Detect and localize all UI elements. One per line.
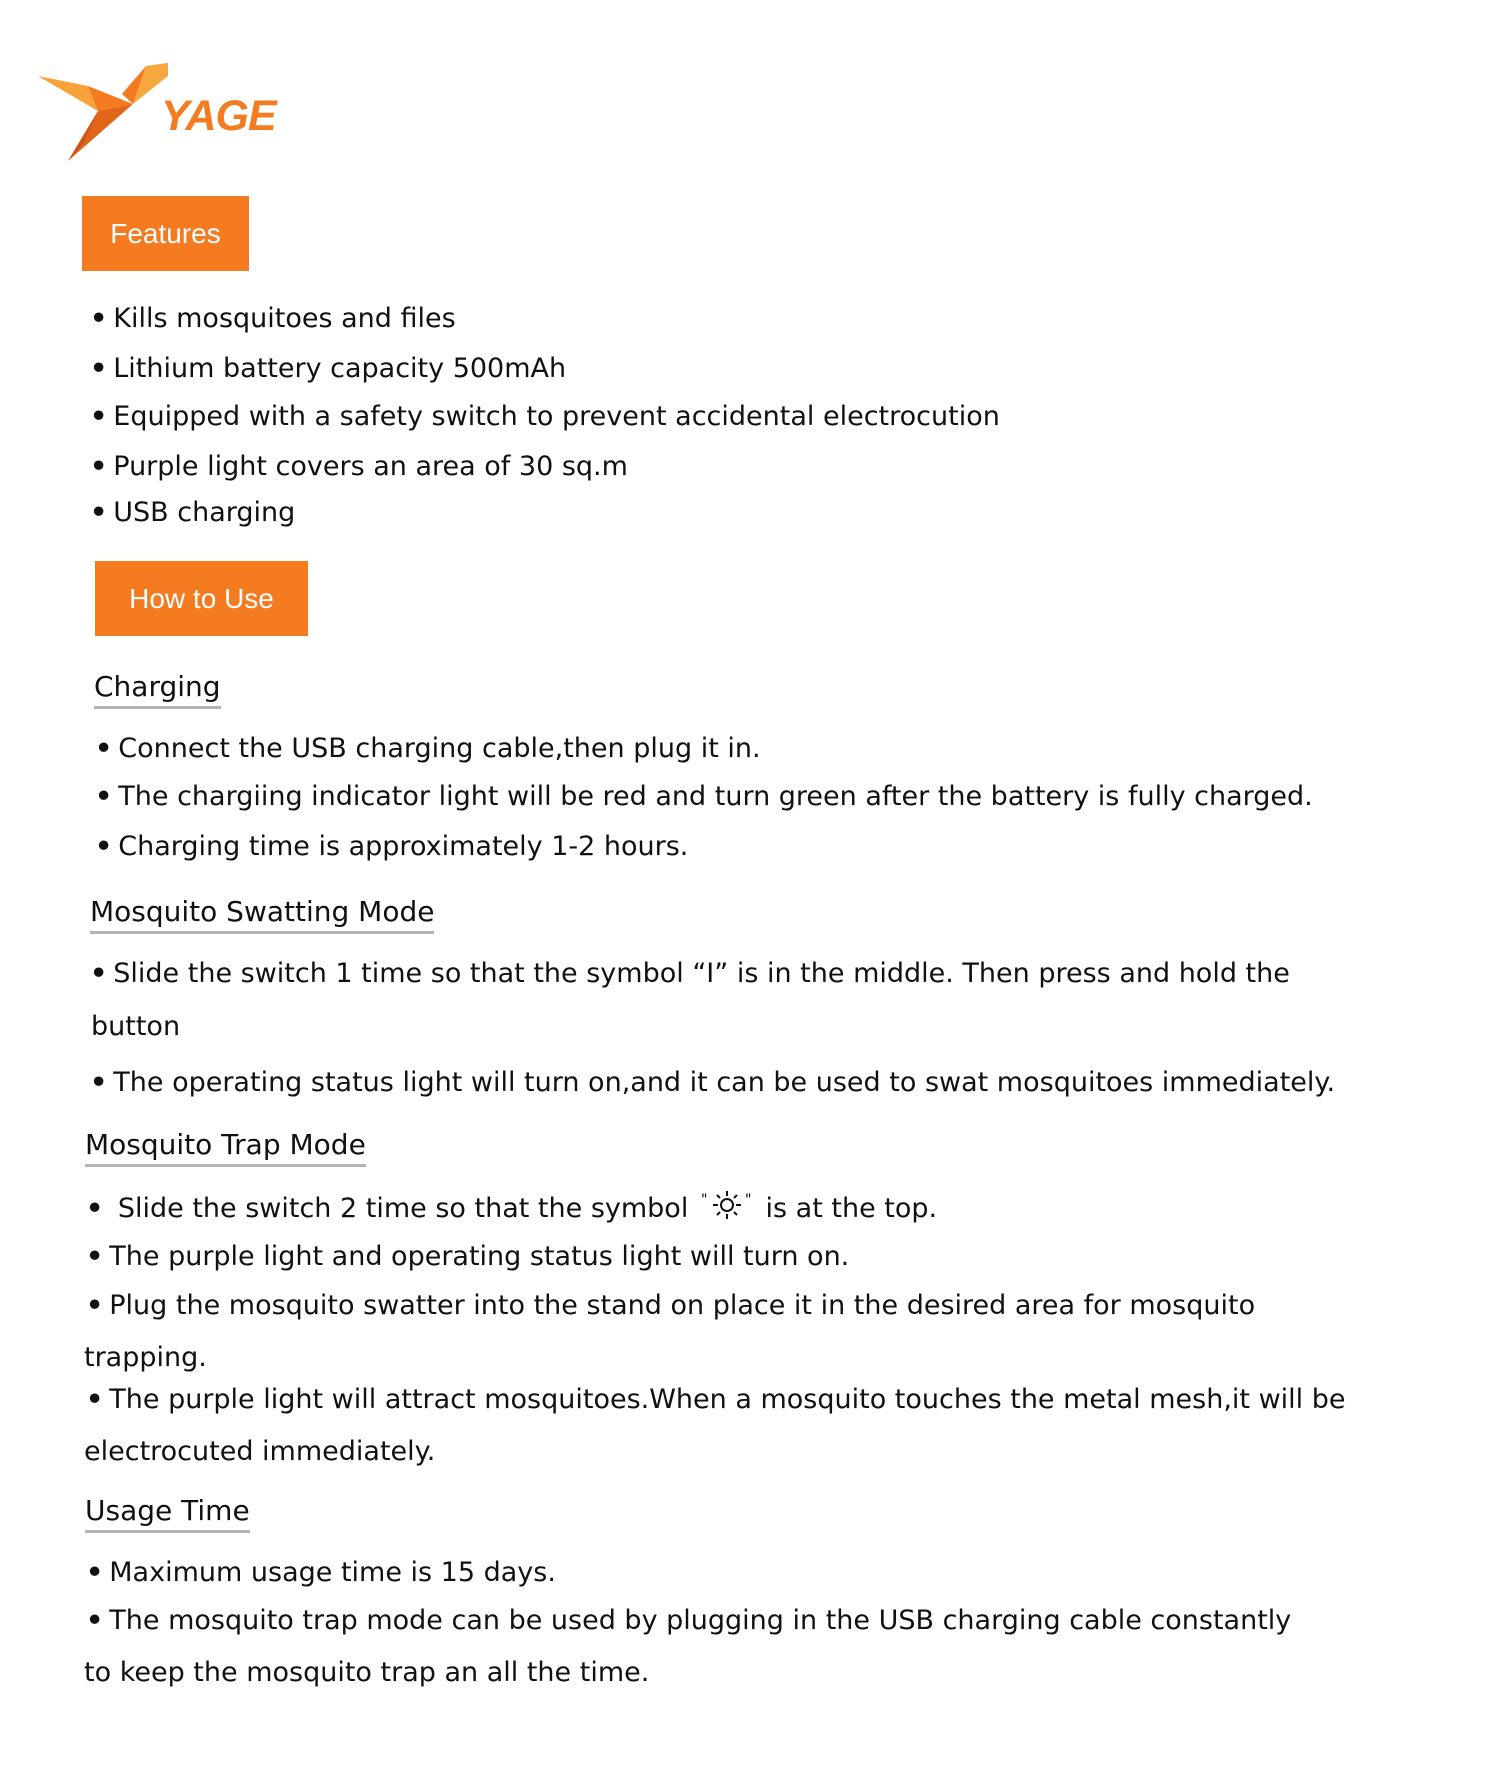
swatting-item: • The operating status light will turn on,and it can be used to swat mosquitoes immediately.: [90, 1066, 1335, 1100]
charging-item: • Connect the USB charging cable,then plug it in.: [95, 732, 761, 766]
usage-item-continued: to keep the mosquito trap an all the time.: [84, 1657, 650, 1688]
trap-item-continued: trapping.: [84, 1342, 207, 1373]
svg-text:": ": [744, 1192, 752, 1208]
trap-item: [86, 1190, 937, 1229]
trap-item-text: Slide the switch 2 time so that the symbol: [117, 1193, 689, 1224]
usage-time-heading: Usage Time: [85, 1494, 250, 1533]
trap-item-continued: electrocuted immediately.: [84, 1436, 436, 1467]
feature-item: • Lithium battery capacity 500mAh: [90, 352, 566, 386]
swatting-item: • Slide the switch 1 time so that the symbol “I” is in the middle. Then press and hold the: [90, 957, 1290, 991]
sun-symbol-icon: [701, 1190, 753, 1229]
feature-item: • USB charging: [90, 496, 295, 530]
usage-item: • Maximum usage time is 15 days.: [86, 1556, 556, 1590]
charging-item: • The chargiing indicator light will be red and turn green after the battery is fully charged.: [95, 780, 1313, 814]
feature-item: • Kills mosquitoes and files: [90, 302, 456, 336]
charging-item: • Charging time is approximately 1-2 hours.: [95, 830, 688, 864]
feature-item: • Equipped with a safety switch to prevent accidental electrocution: [90, 400, 1000, 434]
trap-item-text: is at the top.: [765, 1193, 938, 1224]
bird-logo-icon: [38, 56, 168, 166]
trap-item: • The purple light will attract mosquitoes.When a mosquito touches the metal mesh,it will be: [86, 1383, 1346, 1417]
brand-logo: [38, 56, 278, 166]
trap-mode-heading: Mosquito Trap Mode: [85, 1128, 366, 1167]
charging-heading: Charging: [94, 670, 221, 709]
brand-name: YAGE: [161, 92, 276, 140]
swatting-mode-heading: Mosquito Swatting Mode: [90, 895, 434, 934]
usage-item: • The mosquito trap mode can be used by plugging in the USB charging cable constantly: [86, 1604, 1291, 1638]
swatting-item-continued: button: [91, 1011, 181, 1042]
svg-text:": ": [700, 1192, 708, 1208]
features-badge: Features: [82, 196, 249, 271]
feature-item: • Purple light covers an area of 30 sq.m: [90, 450, 628, 484]
how-to-use-badge: How to Use: [95, 561, 308, 636]
trap-item: • The purple light and operating status light will turn on.: [86, 1240, 849, 1274]
trap-item: • Plug the mosquito swatter into the stand on place it in the desired area for mosquito: [86, 1289, 1255, 1323]
